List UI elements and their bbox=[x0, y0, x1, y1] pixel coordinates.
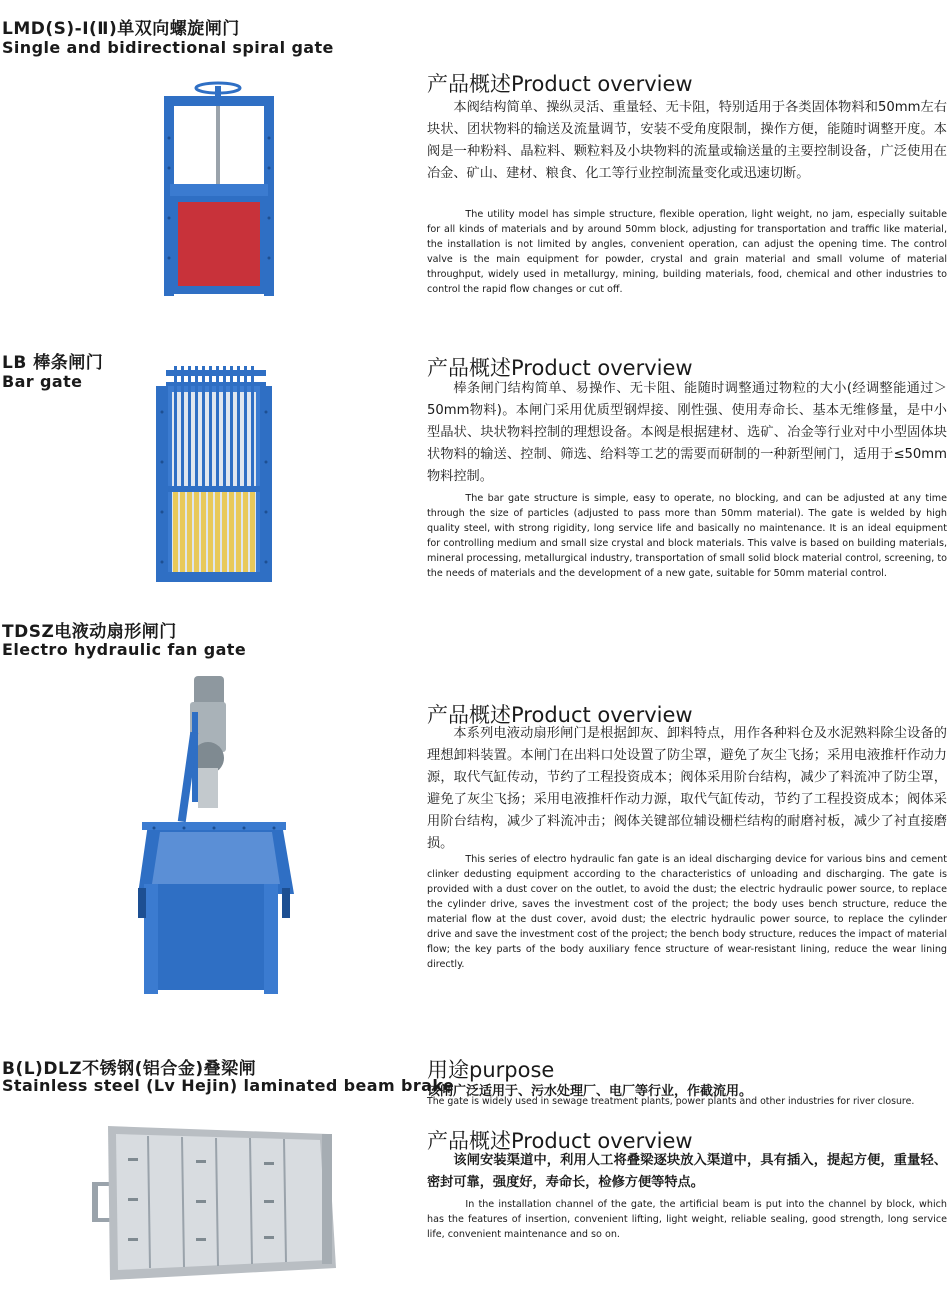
product-title-en: Electro hydraulic fan gate bbox=[2, 640, 247, 659]
overview-text-en: In the installation channel of the gate, the artificial beam is put into the channel by block, which has the features of insertion, convenient lifting, light weight, reliable sealing, good strength, long service life, convenient maintenance and so on. bbox=[427, 1199, 947, 1240]
product-title-en: Stainless steel (Lv Hejin) laminated beam brake bbox=[2, 1076, 455, 1095]
product-title-en: Single and bidirectional spiral gate bbox=[2, 38, 334, 57]
overview-heading: 产品概述Product overview bbox=[427, 703, 693, 727]
overview-text-en: This series of electro hydraulic fan gate is an ideal discharging device for various bins and cement clinker dedusting equipment according to the characteristics of unloading and discharging. The gate is provided with a dust cover on the outlet, to avoid the dust; the electric hydraulic power source, to replace the cylinder drive, saves the investment cost of the project; the body uses bench structure, reduce the material flow at the dust cover, avoid dust; the electric hydraulic power source, to replace the cylinder drive and save the investment cost of the project; the bench body structure, reduces the impact of material flow; the key parts of the body auxiliary fence structure of wear-resistant lining, reduce the wear lining directly. bbox=[427, 854, 947, 970]
overview-text-zh: 棒条闸门结构简单、易操作、无卡阻、能随时调整通过物粒的大小(经调整能通过＞50mm物料)。本闸门采用优质型钢焊接、刚性强、使用寿命长、基本无维修量，是中小型晶状、块状物料控制的理想设备。本阀是根据建材、选矿、冶金等行业对中小型固体块状物料的输送、控制、筛选、给料等工艺的需要而研制的一种新型闸门，适用于≤50mm物料控制。 bbox=[427, 381, 947, 484]
spiral-gate-image bbox=[160, 78, 280, 298]
overview-text-en: The utility model has simple structure, flexible operation, light weight, no jam, especially suitable for all kinds of materials and by around 50mm block, adjusting for transportation and traffic like material, the installation is not limited by angles, convenient operation, can adjust the opening time. The control valve is the main equipment for powder, crystal and grain material and small volume of material throughput, widely used in metallurgy, mining, building materials, food, chemical and other industries to control the rapid flow changes or cut off. bbox=[427, 209, 947, 295]
overview-text-zh: 本阀结构简单、操纵灵活、重量轻、无卡阻，特别适用于各类固体物料和50mm左右块状、团状物料的输送及流量调节，安装不受角度限制，操作方便，能随时调整开度。本阀是一种粉料、晶粒料、颗粒料及小块物料的流量或输送量的主要控制设备，广泛使用在冶金、矿山、建材、粮食、化工等行业控制流量变化或迅速切断。 bbox=[427, 100, 947, 181]
overview-heading: 产品概述Product overview bbox=[427, 72, 693, 96]
product-title-zh: LB 棒条闸门 bbox=[2, 353, 104, 373]
purpose-text-zh: 该闸广泛适用于、污水处理厂、电厂等行业，作截流用。 bbox=[427, 1084, 753, 1099]
overview-text-zh: 该闸安装渠道中，利用人工将叠梁逐块放入渠道中，具有插入，提起方便，重量轻、密封可靠，强度好，寿命长，检修方便等特点。 bbox=[427, 1153, 947, 1190]
overview-heading: 产品概述Product overview bbox=[427, 356, 693, 380]
bar-gate-image bbox=[152, 362, 277, 584]
fan-gate-image bbox=[134, 672, 294, 997]
product-title-zh: B(L)DLZ不锈钢(铝合金)叠梁闸 bbox=[2, 1059, 257, 1079]
purpose-heading: 用途purpose bbox=[427, 1058, 555, 1082]
overview-text-zh: 本系列电液动扇形闸门是根据卸灰、卸料特点，用作各种料仓及水泥熟料除尘设备的理想卸料装置。本闸门在出料口处设置了防尘罩，避免了灰尘飞扬；采用电液推杆作动力源，取代气缸传动，节约了工程投资成本；阀体采用阶台结构，减少了料流冲了防尘罩，避免了灰尘飞扬；采用电液推杆作动力源，取代气缸传动，节约了工程投资成本；阀体采用阶台结构，减少了料流冲击；阀体关键部位辅设栅栏结构的耐磨衬板，减少了衬直接磨损。 bbox=[427, 726, 947, 851]
product-title-zh: TDSZ电液动扇形闸门 bbox=[2, 622, 177, 642]
product-title-en: Bar gate bbox=[2, 372, 83, 391]
overview-heading: 产品概述Product overview bbox=[427, 1129, 693, 1153]
product-title-zh: LMD(S)-Ⅰ(Ⅱ)单双向螺旋闸门 bbox=[2, 19, 240, 39]
purpose-text-en: The gate is widely used in sewage treatment plants, power plants and other industries for river closure. bbox=[427, 1096, 915, 1107]
laminated-beam-gate-image bbox=[90, 1118, 340, 1288]
overview-text-en: The bar gate structure is simple, easy to operate, no blocking, and can be adjusted at any time through the size of particles (adjusted to pass more than 50mm material). The gate is welded by high quality steel, with strong rigidity, long service life and basically no maintenance. It is an ideal equipment for controlling medium and small size crystal and block materials. This valve is based on building materials, mineral processing, metallurgical industry, transportation of small solid block material control, screening, to the needs of materials and the development of a new gate, suitable for 50mm material control. bbox=[427, 493, 947, 579]
